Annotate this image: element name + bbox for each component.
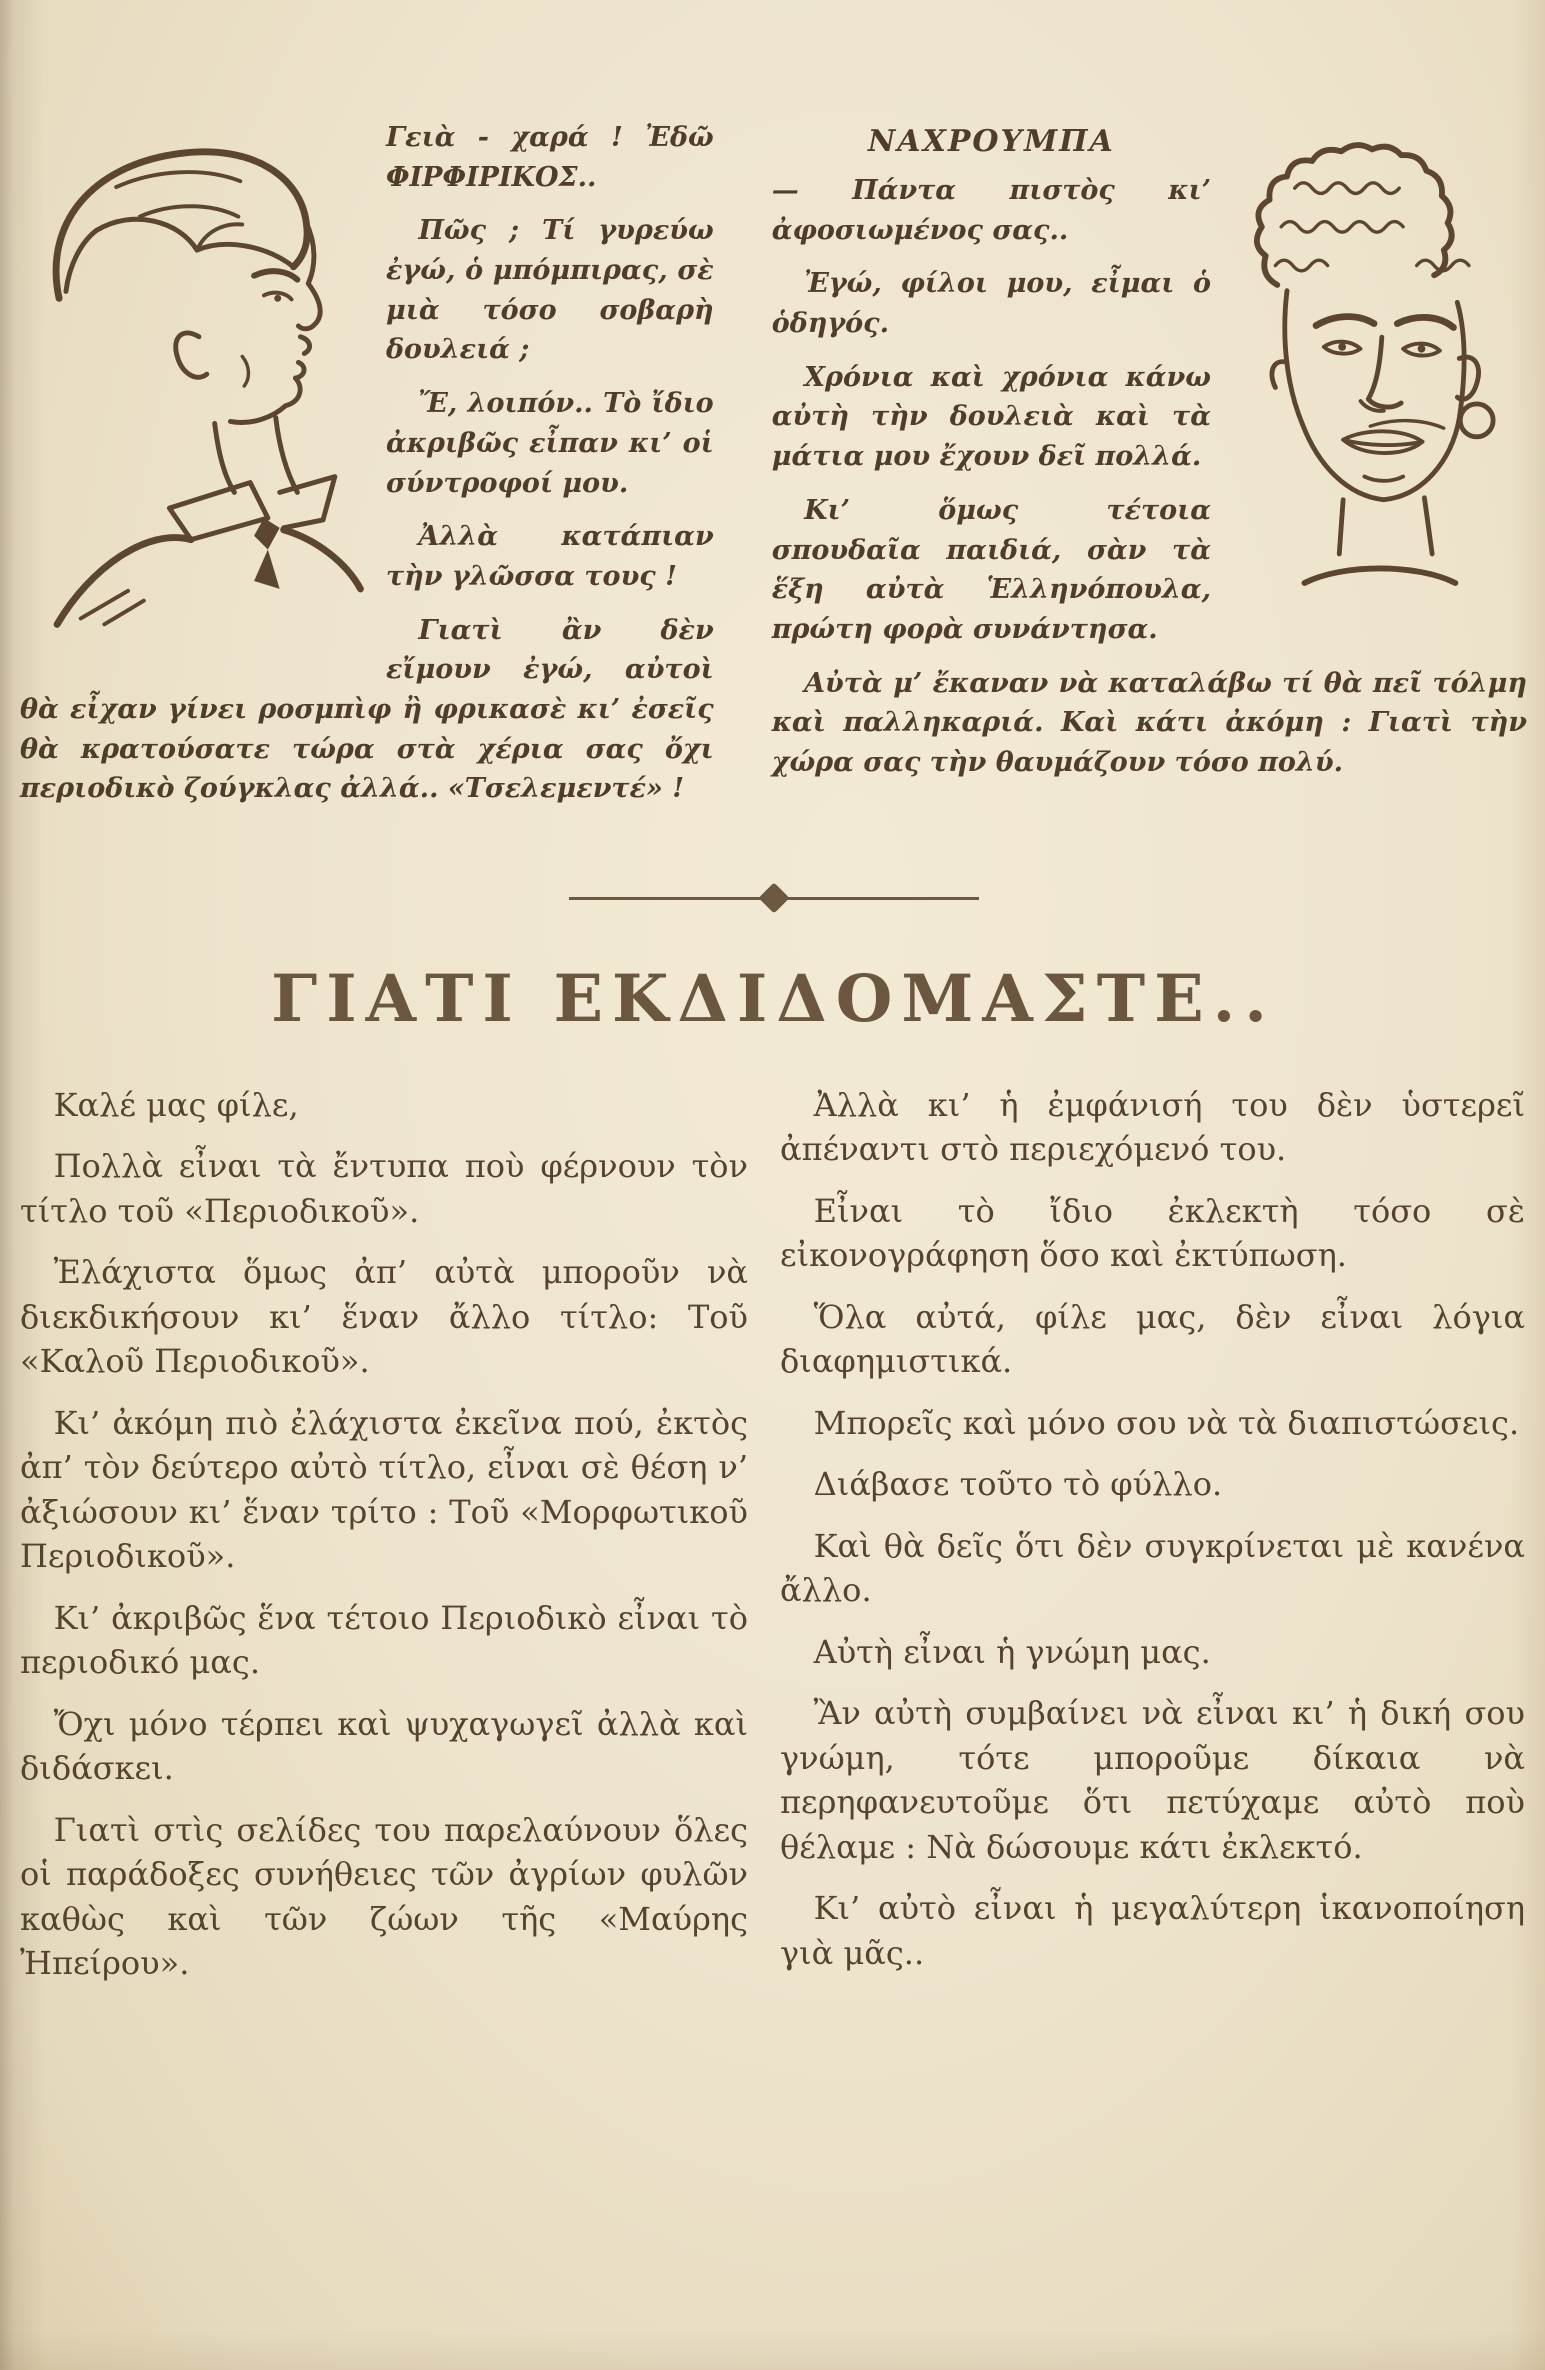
article-paragraph: Ἀλλὰ κι’ ἡ ἐμφάνισή του δὲν ὑστερεῖ ἀπέναντι στὸ περιεχόμενό του. — [780, 1086, 1525, 1169]
article-body — [20, 1083, 1527, 2002]
article-paragraph: Κι’ ἀκριβῶς ἕνα τέτοιο Περιοδικὸ εἶναι τὸ περιοδικό μας. — [20, 1598, 748, 1682]
section-divider — [569, 887, 979, 909]
dialogue-paragraph: Αὐτὰ μ’ ἔκαναν νὰ καταλάβω τί θὰ πεῖ τόλμη καὶ παλληκαριά. Καὶ κάτι ἀκόμη : Γιατὶ τὴν χώρα σας τὴν θαυμάζουν τόσο πολύ. — [771, 667, 1527, 778]
boy-portrait-illustration — [20, 126, 368, 648]
divider-line — [787, 897, 979, 900]
boy-portrait-drawing — [20, 126, 368, 648]
dialogue-paragraph: Χρόνια καὶ χρόνια κάνω αὐτὴ τὴν δουλειὰ καὶ τὰ μάτια μου ἔχουν δεῖ πολλά. — [771, 361, 1211, 473]
dialogue-paragraph: Κι’ ὅμως τέτοια σπουδαῖα παιδιά, σὰν τὰ ἕξη αὐτὰ Ἑλληνόπουλα, πρώτη φορὰ συνάντησα. — [771, 494, 1211, 645]
man-portrait-drawing — [1227, 118, 1527, 626]
article-paragraph: Καλέ μας φίλε, — [53, 1086, 299, 1124]
article-paragraph: Ὅλα αὐτά, φίλε μας, δὲν εἶναι λόγια διαφημιστικά. — [780, 1297, 1525, 1381]
divider-line — [569, 897, 761, 900]
dialogue-paragraph: Γιατὶ ἂν δὲν εἴμουν ἐγώ, αὐτοὶ θὰ εἶχαν γίνει ροσμπὶφ ἢ φρικασὲ κι’ ἐσεῖς θὰ κρατούσατε τώρα στὰ χέρια σας ὄχι περιοδικὸ ζούγκλας ἀλλά.. «Τσελεμεντέ» ! — [20, 614, 714, 805]
article-paragraph: Ὄχι μόνο τέρπει καὶ ψυχαγωγεῖ ἀλλὰ καὶ διδάσκει. — [20, 1704, 748, 1788]
article-paragraph: Διάβασε τοῦτο τὸ φύλλο. — [813, 1465, 1223, 1504]
dialogue-paragraph: Γειὰ - χαρά ! Ἐδῶ ΦΙΡΦΙΡΙΚΟΣ.. — [386, 122, 714, 193]
dialogue-right-column — [772, 118, 1527, 823]
divider-diamond-icon — [758, 882, 789, 913]
article-title: ΓΙΑΤΙ ΕΚΔΙΔΟΜΑΣΤΕ.. — [271, 961, 1276, 1037]
article-left-column — [20, 1083, 748, 2002]
dialogue-paragraph: Ἐγώ, φίλοι μου, εἶμαι ὁ ὁδηγός. — [771, 268, 1211, 340]
article-paragraph: Ἂν αὐτὴ συμβαίνει νὰ εἶναι κι’ ἡ δική σου γνώμη, τότε μποροῦμε δίκαια νὰ περηφανευτοῦμε ὅτι πετύχαμε αὐτὸ ποὺ θέλαμε : Νὰ δώσουμε κάτι ἐκλεκτό. — [780, 1694, 1525, 1866]
dialogue-section — [20, 118, 1527, 823]
dialogue-paragraph: Ἀλλὰ κατάπιαν τὴν γλῶσσα τους ! — [386, 521, 714, 592]
dialogue-right-heading: ΝΑΧΡΟΥΜΠΑ — [867, 124, 1115, 159]
article-right-column — [780, 1083, 1525, 2002]
man-portrait-illustration — [1227, 118, 1527, 626]
article-paragraph: Κι’ ἀκόμη πιὸ ἐλάχιστα ἐκεῖνα πού, ἐκτὸς ἀπ’ τὸν δεύτερο αὐτὸ τίτλο, εἶναι σὲ θέση ν’ ἀξιώσουν κι’ ἕναν τρίτο : Τοῦ «Μορφωτικοῦ Περιοδικοῦ». — [20, 1403, 748, 1576]
dialogue-paragraph: Ἔ, λοιπόν.. Τὸ ἴδιο ἀκριβῶς εἶπαν κι’ οἱ σύντροφοί μου. — [386, 388, 714, 499]
article-paragraph: Κι’ αὐτὸ εἶναι ἡ μεγαλύτερη ἱκανοποίηση γιὰ μᾶς.. — [780, 1889, 1525, 1972]
article-paragraph: Αὐτὴ εἶναι ἡ γνώμη μας. — [813, 1632, 1211, 1671]
dialogue-paragraph: Πῶς ; Τί γυρεύω ἐγώ, ὁ μπόμπιρας, σὲ μιὰ τόσο σοβαρὴ δουλειά ; — [386, 215, 714, 366]
article-paragraph: Γιατὶ στὶς σελίδες του παρελαύνουν ὅλες οἱ παράδοξες συνήθειες τῶν ἀγρίων φυλῶν καθὼς καὶ τῶν ζώων τῆς «Μαύρης Ἠπείρου». — [20, 1810, 748, 1982]
article-paragraph: Μπορεῖς καὶ μόνο σου νὰ τὰ διαπιστώσεις. — [813, 1403, 1520, 1442]
article-paragraph: Πολλὰ εἶναι τὰ ἔντυπα ποὺ φέρνουν τὸν τίτλο τοῦ «Περιοδικοῦ». — [20, 1147, 748, 1230]
article-paragraph: Ἐλάχιστα ὅμως ἀπ’ αὐτὰ μποροῦν νὰ διεκδικήσουν κι’ ἕναν ἄλλο τίτλο: Τοῦ «Καλοῦ Περιοδικοῦ». — [20, 1253, 748, 1381]
article-paragraph: Εἶναι τὸ ἴδιο ἐκλεκτὴ τόσο σὲ εἰκονογράφηση ὅσο καὶ ἐκτύπωση. — [780, 1191, 1525, 1275]
dialogue-paragraph: — Πάντα πιστὸς κι’ ἀφοσιωμένος σας.. — [771, 175, 1211, 246]
article-paragraph: Καὶ θὰ δεῖς ὅτι δὲν συγκρίνεται μὲ κανένα ἄλλο. — [780, 1526, 1525, 1610]
dialogue-left-column — [20, 118, 714, 823]
